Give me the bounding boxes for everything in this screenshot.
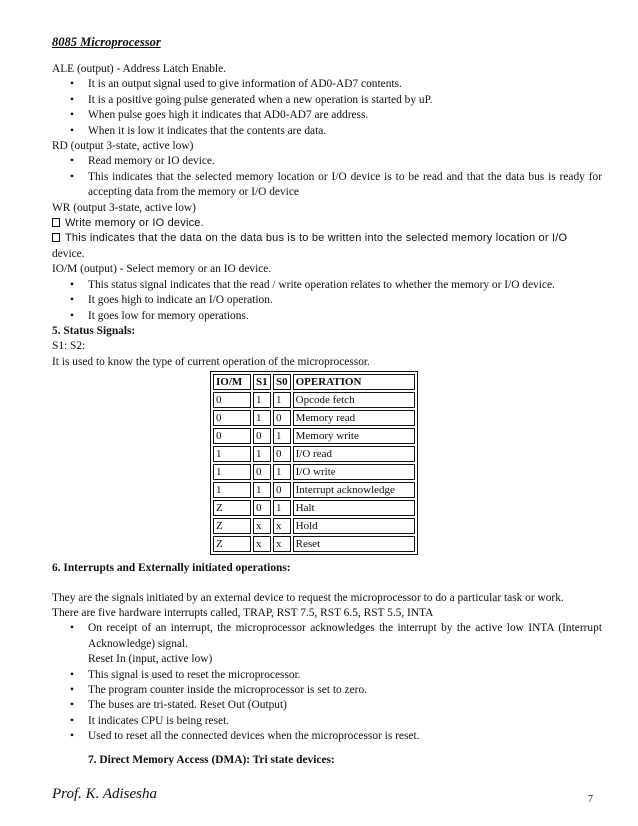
list-item: • When it is low it indicates that the contents are data. <box>52 124 602 139</box>
table-header-row <box>213 374 415 390</box>
checkbox-glyph-icon <box>52 233 60 242</box>
list-item: • The buses are tri-stated. Reset Out (Output) <box>52 698 602 713</box>
wr-box-line-2 <box>52 231 602 246</box>
table-cell: 0 <box>253 428 271 444</box>
table-cell: 1 <box>253 482 271 498</box>
table-cell: Memory write <box>293 428 415 444</box>
iom-bullet-list <box>52 278 602 324</box>
table-cell: 1 <box>253 392 271 408</box>
table-cell: 0 <box>213 428 251 444</box>
table-cell: 1 <box>213 464 251 480</box>
table-cell: 1 <box>253 410 271 426</box>
table-cell: Halt <box>293 500 415 516</box>
table-row <box>213 446 415 462</box>
table-cell: Z <box>213 536 251 552</box>
table-cell: Interrupt acknowledge <box>293 482 415 498</box>
table-header-cell: S0 <box>273 374 291 390</box>
interrupts-paragraph-2: There are five hardware interrupts called, TRAP, RST 7.5, RST 6.5, RST 5.5, INTA <box>52 606 434 619</box>
status-line-1: S1: S2: <box>52 340 86 353</box>
table-cell: 1 <box>253 446 271 462</box>
table-cell: 1 <box>213 482 251 498</box>
wr-box-text-1: Write memory or IO device. <box>65 217 204 230</box>
table-cell: 0 <box>273 410 291 426</box>
table-cell: 1 <box>273 392 291 408</box>
list-item: • It goes high to indicate an I/O operation. <box>52 293 602 308</box>
wr-continuation: device. <box>52 247 85 260</box>
page-number: 7 <box>588 794 593 805</box>
footer-author: Prof. K. Adisesha <box>52 786 158 802</box>
interrupts-heading: 6. Interrupts and Externally initiated operations: <box>52 562 291 575</box>
table-cell: 0 <box>253 464 271 480</box>
list-item: • This indicates that the selected memory location or I/O device is to be read and that the data bus is ready for accepting data from the memory or I/O device <box>52 170 602 201</box>
wr-box-line-1 <box>52 216 602 231</box>
table-cell: Z <box>213 518 251 534</box>
list-item: • It goes low for memory operations. <box>52 309 602 324</box>
list-item: • Read memory or IO device. <box>52 154 602 169</box>
list-item: • It is a positive going pulse generated when a new operation is started by uP. <box>52 93 602 108</box>
table-cell: 0 <box>213 392 251 408</box>
table-cell: 0 <box>213 410 251 426</box>
wr-box-text-2: This indicates that the data on the data bus is to be written into the selected memory location or I/O <box>65 232 568 245</box>
table-row <box>213 482 415 498</box>
list-item: • Used to reset all the connected devices when the microprocessor is reset. <box>52 729 602 744</box>
status-signals-heading: 5. Status Signals: <box>52 324 136 337</box>
table-row <box>213 536 415 552</box>
table-row <box>213 518 415 534</box>
list-item: • This status signal indicates that the read / write operation relates to whether the memory or I/O device. <box>52 278 602 293</box>
ale-heading: ALE (output) - Address Latch Enable. <box>52 63 226 75</box>
table-header-cell: OPERATION <box>293 374 415 390</box>
table-header-cell: S1 <box>253 374 271 390</box>
table-cell: 1 <box>273 500 291 516</box>
checkbox-glyph-icon <box>52 218 60 227</box>
iom-heading: IO/M (output) - Select memory or an IO device. <box>52 263 272 276</box>
table-row <box>213 410 415 426</box>
table-cell: Hold <box>293 518 415 534</box>
list-item: • It indicates CPU is being reset. <box>52 714 602 729</box>
interrupts-bullet-list-2 <box>52 668 602 745</box>
table-cell: x <box>273 518 291 534</box>
list-item: • On receipt of an interrupt, the microprocessor acknowledges the interrupt by the active low INTA (Interrupt Acknowledge) signal. <box>52 621 602 652</box>
interrupts-bullet-list-1 <box>52 621 602 652</box>
table-cell: Memory read <box>293 410 415 426</box>
table-header-cell: IO/M <box>213 374 251 390</box>
table-row <box>213 392 415 408</box>
table-cell: I/O read <box>293 446 415 462</box>
table-cell: 1 <box>213 446 251 462</box>
table-cell: x <box>253 536 271 552</box>
table-cell: x <box>273 536 291 552</box>
status-line-2: It is used to know the type of current operation of the microprocessor. <box>52 355 370 368</box>
table-cell: x <box>253 518 271 534</box>
list-item: • The program counter inside the microprocessor is set to zero. <box>52 683 602 698</box>
table-cell: 0 <box>273 446 291 462</box>
reset-in-line: Reset In (input, active low) <box>88 653 213 666</box>
table-cell: Z <box>213 500 251 516</box>
interrupts-paragraph-1: They are the signals initiated by an external device to request the microprocessor to do a particular task or work. <box>52 591 564 604</box>
ale-bullet-list <box>52 77 602 139</box>
wr-heading: WR (output 3-state, active low) <box>52 201 196 214</box>
table-cell: 0 <box>253 500 271 516</box>
status-operation-table <box>210 371 418 555</box>
table-cell: Opcode fetch <box>293 392 415 408</box>
list-item: • This signal is used to reset the microprocessor. <box>52 668 602 683</box>
table-cell: 0 <box>273 482 291 498</box>
table-cell: 1 <box>273 464 291 480</box>
list-item: • When pulse goes high it indicates that AD0-AD7 are address. <box>52 108 602 123</box>
table-cell: 1 <box>273 428 291 444</box>
rd-heading: RD (output 3-state, active low) <box>52 140 194 153</box>
table-row <box>213 428 415 444</box>
document-body <box>52 62 602 768</box>
page-header-title: 8085 Microprocessor <box>52 35 161 49</box>
table-row <box>213 500 415 516</box>
table-row <box>213 464 415 480</box>
table-cell: Reset <box>293 536 415 552</box>
table-cell: I/O write <box>293 464 415 480</box>
list-item: • It is an output signal used to give information of AD0-AD7 contents. <box>52 77 602 92</box>
rd-bullet-list <box>52 154 602 200</box>
dma-heading: 7. Direct Memory Access (DMA): Tri state devices: <box>88 753 335 766</box>
